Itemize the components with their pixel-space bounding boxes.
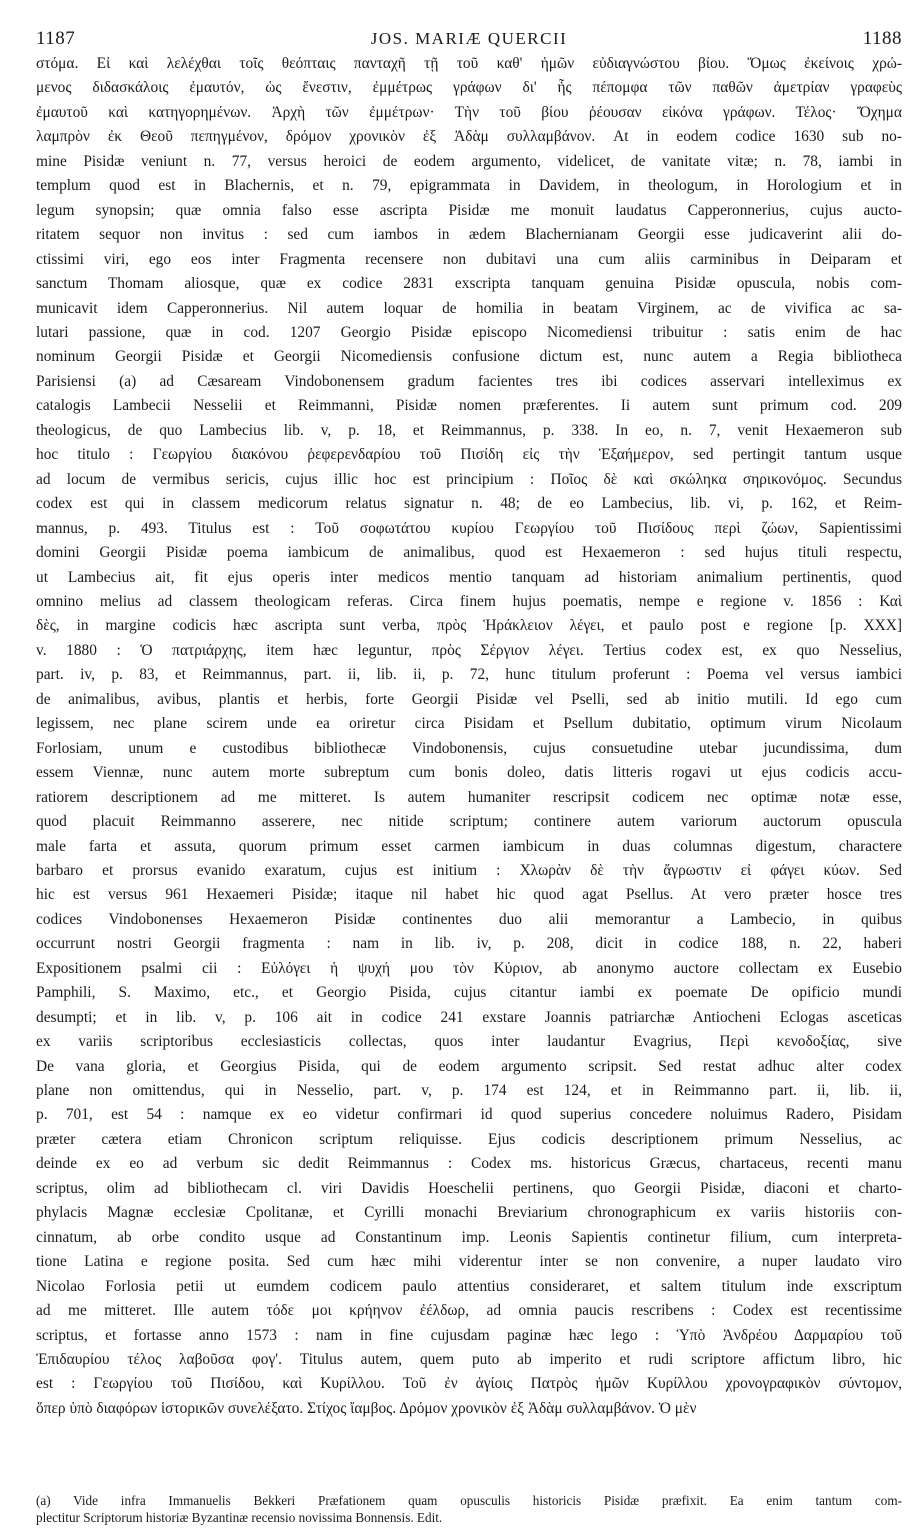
text-line: municavit idem Capperonnerius. Nil autem loquar de homilia in beatam Virginem, ac de vivifica ac sa- (36, 299, 902, 317)
text-line: De vana gloria, et Georgius Pisida, qui de eodem argumento scripsit. Sed restat adhuc alter codex (36, 1057, 902, 1075)
text-line: ratiorem descriptionem ad me mitteret. Is autem humaniter rescripsit codicem nec optimæ notæ esse, (36, 788, 902, 806)
text-line: omnino melius ad classem theologicam referas. Circa finem hujus poematis, nempe e regione v. 1856 : Καὶ (36, 592, 902, 610)
text-line: ὅπερ ὑπὸ διαφόρων ἱστορικῶν συνελέξατο. Στίχος ἴαμβος. Δρόμον χρονικὸν ἐξ Ἀδὰμ συλλαμβάνον. Ὁ μὲν (36, 1399, 697, 1417)
text-line: mine Pisidæ veniunt n. 77, versus heroici de eodem argumento, videlicet, de vanitate vitæ; n. 78, iambi in (36, 152, 902, 170)
footnote-line: plectitur Scriptorum historiæ Byzantinæ recensio novissima Bonnensis. Edit. (36, 1510, 443, 1525)
text-line: codices Vindobonenses Hexaemeron Pisidæ continentes duo alii memorantur a Lambecio, in quibus (36, 910, 902, 928)
left-page-number: 1187 (36, 28, 76, 49)
text-line: ἐμαυτοῦ καὶ κατηγορημένων. Ἀρχὴ τῶν ἐμμέτρων· Τὴν τοῦ βίου ῥέουσαν εἰκόνα γράφων. Τέλος· Ὄχημα (36, 103, 902, 121)
text-line: scriptus, olim ad bibliothecam cl. viri Davidis Hoeschelii pertinens, quo Georgii Pisidæ, diaconi et charto- (36, 1179, 902, 1197)
text-line: part. iv, p. 83, et Reimmannus, part. ii, lib. ii, p. 72, hunc titulum proferunt : Poema vel versus iambici (36, 666, 902, 684)
text-line: cinnatum, ab orbe condito usque ad Constantinum imp. Leonis Sapientis continetur filium, cum interpreta- (36, 1228, 902, 1246)
text-line: plane non omittendus, qui in Nesselio, part. v, p. 174 est 124, et in Reimmanno part. ii, lib. ii, (36, 1082, 902, 1100)
text-line: Parisiensi (a) ad Cæsaream Vindobonensem gradum facientes tres ibi codices asservari intelleximus ex (36, 372, 902, 390)
text-line: στόμα. Εἰ καὶ λελέχθαι τοῖς θεόπταις πανταχῆ τῇ τοῦ καθ' ἡμῶν εὐδιαγνώστου βίου. Ὅμως ἐκείνοις χρώ- (36, 55, 902, 72)
text-line: scriptus, et fortasse anno 1573 : nam in fine cujusdam paginæ hæc lego : Ὑπὸ Ἀνδρέου Δαρμαρίου τοῦ (36, 1326, 902, 1344)
text-line: ctissimi viri, ego eos inter Fragmenta recensere non dubitavi una cum aliis carminibus in Deiparam et (36, 250, 902, 268)
text-line: domini Georgii Pisidæ poema iambicum de animalibus, quod est Hexaemeron : sed hujus tituli respectu, (36, 544, 902, 562)
right-page-number: 1188 (862, 28, 902, 49)
text-line: est : Γεωργίου τοῦ Πισίδου, καὶ Κυρίλλου. Τοῦ ἐν ἁγίοις Πατρὸς ἡμῶν Κυρίλλου χρονογραφικὸν σύντομον, (36, 1375, 902, 1393)
text-line: tione Latina e regione posita. Sed cum hæc mihi viderentur inter se non convenire, a nuper laudato viro (36, 1253, 902, 1271)
text-line: λαμπρὸν ἐκ Θεοῦ πεπηγμένον, δρόμον χρονικὸν ἐξ Ἀδὰμ συλλαμβάνον. At in eodem codice 1630 sub no- (36, 128, 902, 146)
running-title: JOS. MARIÆ QUERCII (370, 29, 568, 48)
text-line: hic est versus 961 Hexaemeri Pisidæ; itaque nil habet hic quod agat Psellus. At vero præter hosce tres (36, 886, 902, 904)
text-line: deinde ex eo ad verbum sic dedit Reimmannus : Codex ms. historicus Græcus, chartaceus, recenti manu (36, 1155, 902, 1173)
text-line: legissem, nec plane scirem unde ea oriretur circa Pisidam et Psellum dubitatio, optimum virum Nicolaum (36, 715, 902, 733)
footnote-line: (a) Vide infra Immanuelis Bekkeri Præfationem quam opusculis historicis Pisidæ præfixit. Ea enim tantum com- (36, 1493, 902, 1508)
text-line: codex est qui in classem medicorum relatus signatur n. 48; de eo Lambecius, lib. vi, p. 162, et Reim- (36, 495, 902, 513)
text-line: theologicus, de quo Lambecius lib. v, p. 18, et Reimmannus, p. 338. In eo, n. 7, venit Hexaemeron sub (36, 421, 902, 439)
text-line: ad me mitteret. Ille autem τόδε μοι κρήηνον ἐέλδωρ, ad omnia paucis rescribens : Codex est recentissime (36, 1302, 902, 1320)
text-line: legum synopsin; quæ omnia falso esse ascripta Pisidæ me monuit laudatus Capperonnerius, cujus aucto- (36, 201, 902, 219)
text-line: sanctum Thomam aliosque, quæ ex codice 2831 exscripta tanquam genuina Pisidæ opuscula, nobis com- (36, 275, 902, 293)
text-line: mannus, p. 493. Titulus est : Τοῦ σοφωτάτου κυρίου Γεωργίου τοῦ Πισίδους περὶ ζώων, Sapientissimi (36, 519, 902, 537)
text-line: v. 1880 : Ὁ πατριάρχης, item hæc leguntur, πρὸς Σέργιον λέγει. Tertius codex est, ex quo Nesselius, (36, 641, 902, 659)
text-line: Pamphili, S. Maximo, etc., et Georgio Pisida, cujus citantur iambi ex poemate De opificio mundi (36, 984, 902, 1002)
text-line: occurrunt nostri Georgii fragmenta : nam in lib. iv, p. 208, dicit in codice 188, n. 22, haberi (36, 935, 902, 953)
text-line: Expositionem psalmi cii : Εὐλόγει ἡ ψυχή μου τὸν Κύριον, ab anonymo auctore collectam ex Eusebio (36, 959, 902, 977)
text-line: de animalibus, avibus, plantis et herbis, forte Georgii Pisidæ vel Pselli, sed ab initio mutili. Id ego cum (36, 690, 902, 708)
text-line: hoc titulo : Γεωργίου διακόνου ῥεφερενδαρίου τοῦ Πισίδη εἰς τὴν Ἑξαήμερον, sed pertingit tantum usque (36, 446, 902, 464)
text-line: p. 701, est 54 : namque ex eo videtur confirmari id quod superius concedere noluimus Radero, Pisidam (36, 1106, 902, 1124)
text-line: templum quod est in Blachernis, et n. 79, epigrammata in Davidem, in theologum, in Horologium et in (36, 177, 902, 195)
text-line: ut Lambecius ait, fit ejus operis inter medicos mentio tanquam ad historiam animalium pertinentis, quod (36, 568, 902, 586)
text-line: Nicolao Forlosia petii ut eumdem codicem paulo attentius consideraret, et saltem titulum inde exscriptum (36, 1277, 902, 1295)
text-line: essem Viennæ, nunc autem morte subreptum cum bonis doleo, datis litteris rogavi ut ejus codicis accu- (36, 764, 902, 782)
text-line: ex variis scriptoribus ecclesiasticis collectas, quos inter laudantur Evagrius, Περὶ κενοδοξίας, sive (36, 1033, 902, 1051)
text-line: δὲς, in margine codicis hæc ascripta sunt verba, πρὸς Ἡράκλειον λέγει, et paulo post e regione [p. XXX] (36, 617, 902, 635)
text-line: ritatem sequor non invitus : sed cum iambos in ædem Blachernianam Georgii esse judicaverint alii do- (36, 226, 902, 244)
footnote (36, 1492, 902, 1526)
text-line: catalogis Lambecii Nesselii et Reimmanni, Pisidæ nomen præferentes. Ii autem sunt primum cod. 209 (36, 397, 902, 415)
text-line: ad locum de vermibus sericis, cujus illic hoc est principium : Ποῖος δὲ καὶ σκώληκα σηρικονόμος. Secundus (36, 470, 902, 488)
text-line: præter cætera etiam Chronicon scriptum reliquisse. Ejus codicis descriptionem primum Nesselius, ac (36, 1130, 902, 1148)
running-header (36, 28, 902, 50)
text-line: lutari passione, quæ in cod. 1207 Georgio Pisidæ episcopo Nicomediensi tribuitur : satis enim de hac (36, 323, 902, 341)
body-text (36, 52, 902, 1421)
text-line: μενος διδασκάλοις ἐμαυτόν, ὡς ἔνεστιν, ἐμμέτρως γράφων δι' ἧς πέπομφα τῶν παθῶν ἀμετρίαν γραφεὺς (36, 79, 902, 97)
text-line: desumpti; et in lib. v, p. 106 ait in codice 241 exstare Joannis patriarchæ Antiocheni Eclogas asceticas (36, 1008, 902, 1026)
text-line: phylacis Magnæ ecclesiæ Cpolitanæ, et Cyrilli monachi Breviarium chronographicum ex variis historiis con- (36, 1204, 902, 1222)
text-line: barbaro et prorsus evanido exaratum, cujus est initium : Χλωρὰν δὲ τὴν ἄγρωστιν εἰ φάγει κύων. Sed (36, 861, 902, 879)
text-line: Forlosiam, unum e custodibus bibliothecæ Vindobonensis, cujus consuetudine utebar jucundissima, dum (36, 739, 902, 757)
text-line: quod placuit Reimmanno asserere, nec nitide scriptum; continere autem variorum auctorum opuscula (36, 813, 902, 831)
text-line: Ἐπιδαυρίου τέλος λαβοῦσα φογ'. Titulus autem, quem puto ab imperito et rudi scriptore affictum libro, hic (36, 1351, 902, 1369)
text-line: nominum Georgii Pisidæ et Georgii Nicomediensis confusione dictum est, nunc autem a Regia bibliotheca (36, 348, 902, 366)
text-line: male farta et assuta, quorum primum esset carmen iambicum in duas columnas digestum, charactere (36, 837, 902, 855)
